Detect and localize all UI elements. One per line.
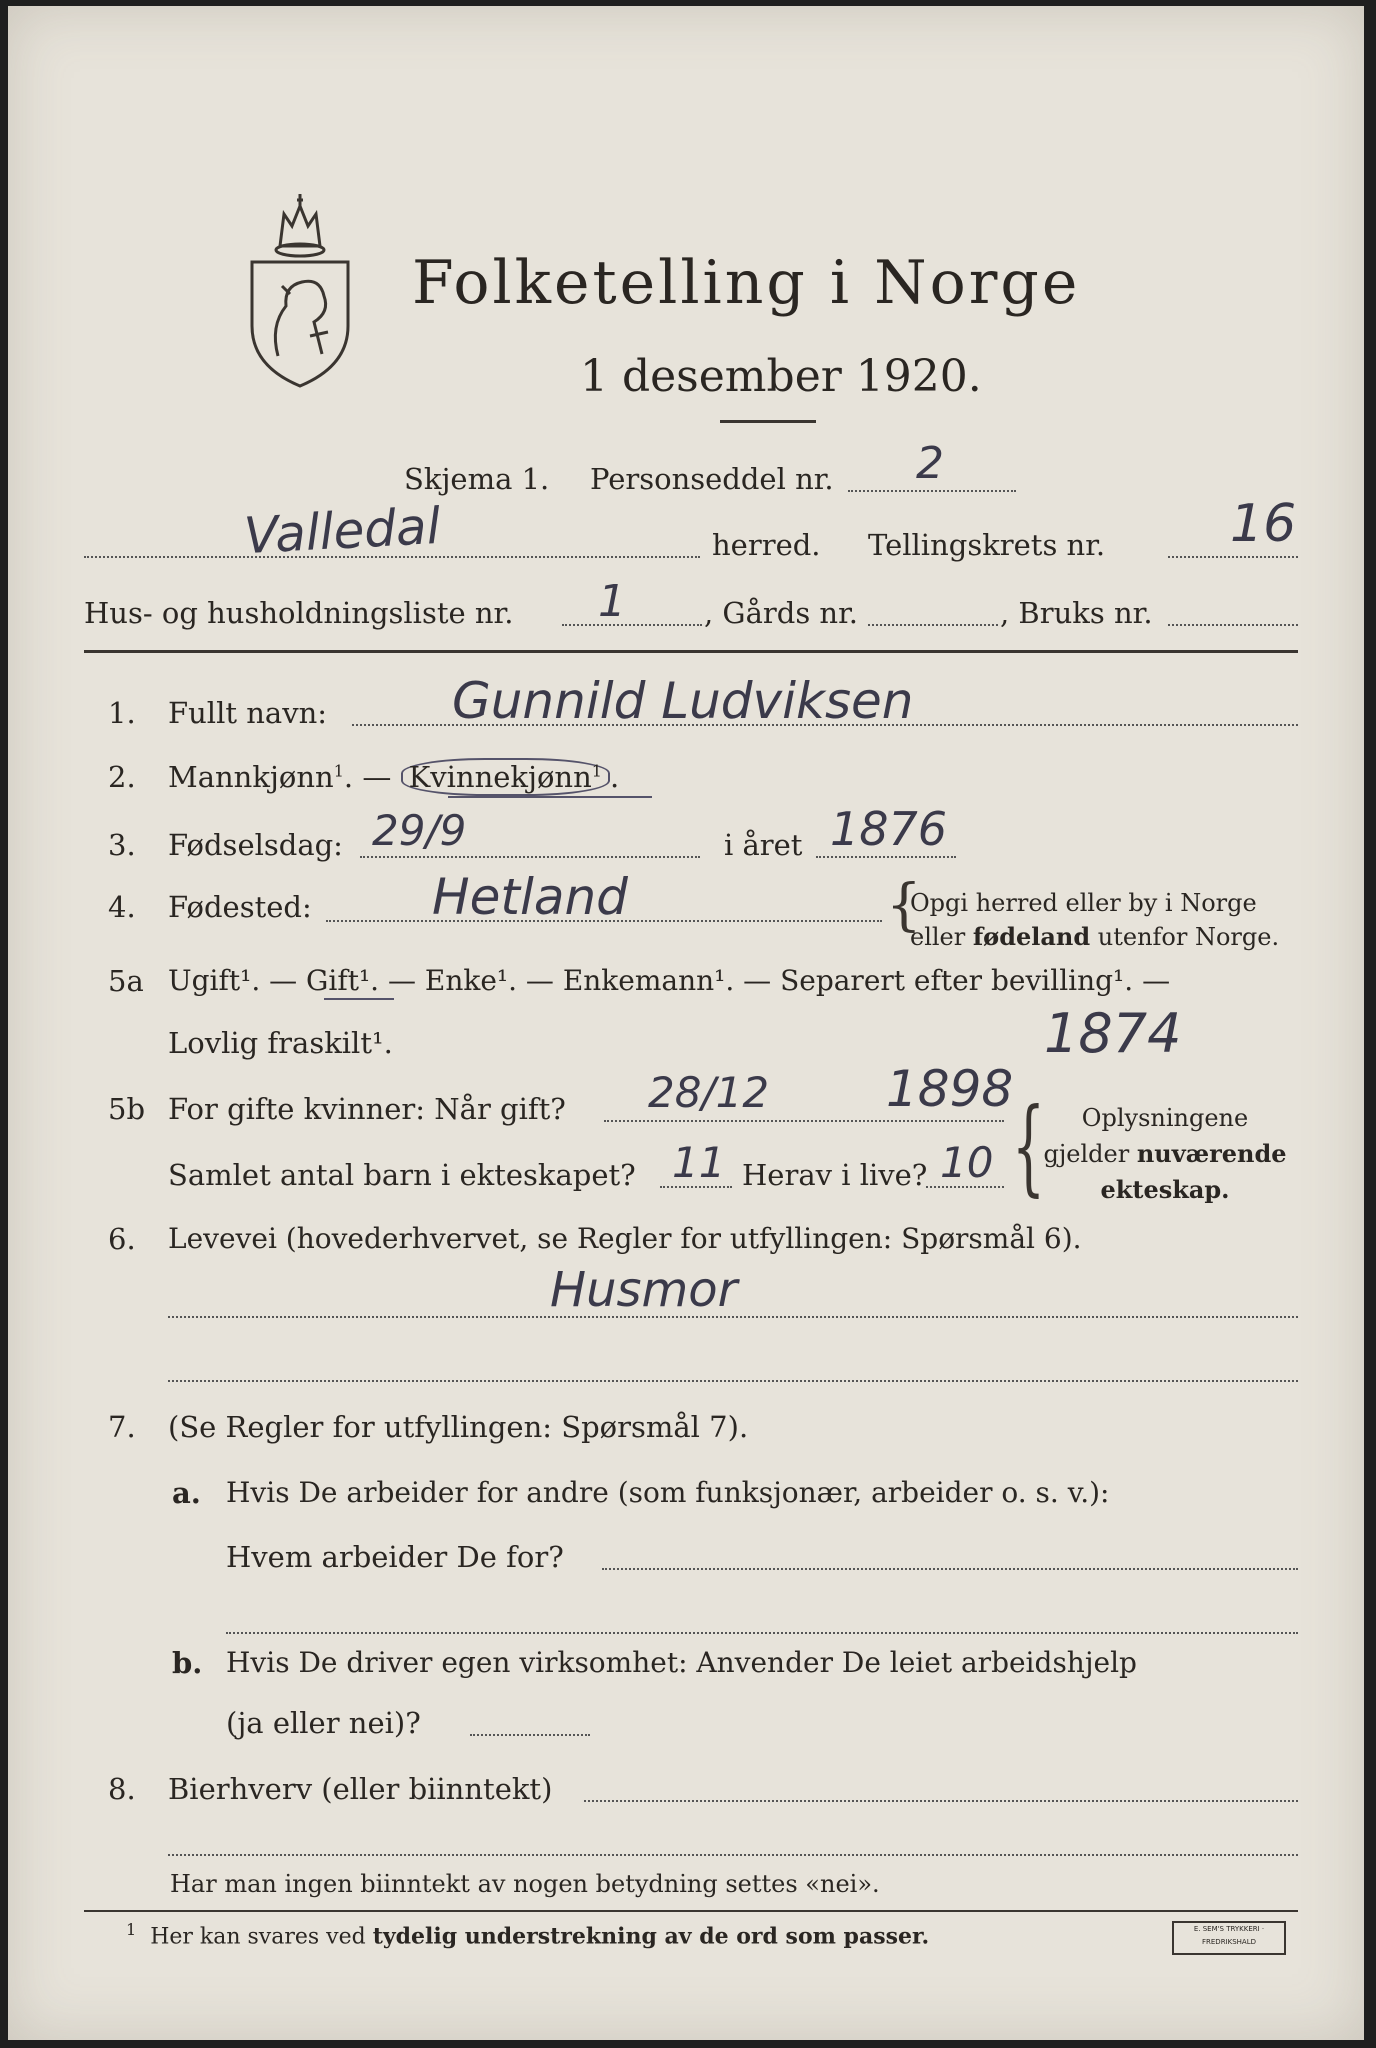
q6-line-2 xyxy=(168,1380,1298,1382)
tellingskrets-line xyxy=(1168,556,1298,558)
q4-brace: { xyxy=(886,873,922,938)
q7-number: 7. xyxy=(108,1410,136,1444)
printer-stamp: E. SEM'S TRYKKERI · FREDRIKSHALD xyxy=(1172,1921,1286,1955)
children-value[interactable]: 11 xyxy=(672,1138,726,1187)
q4-note: Opgi herred eller by i Norge eller fødeland utenfor Norge. xyxy=(910,889,1280,951)
q3-label: Fødselsdag: xyxy=(168,828,343,862)
gift-underline xyxy=(324,998,394,1000)
gender-option-male[interactable]: Mannkjønn xyxy=(168,760,334,794)
q7-label: (Se Regler for utfyllingen: Spørsmål 7). xyxy=(168,1410,749,1444)
tellingskrets-value[interactable]: 16 xyxy=(1230,494,1297,554)
footnote: $^1$ Her kan svares ved tydelig understrekning av de ord som passer. xyxy=(126,1920,930,1950)
q5a-line2[interactable]: Lovlig fraskilt¹. xyxy=(168,1026,393,1060)
birth-day-value[interactable]: 29/9 xyxy=(372,806,467,855)
q7b-line1: Hvis De driver egen virksomhet: Anvender De leiet arbeidshjelp xyxy=(226,1646,1137,1679)
q7a-answer-line-2[interactable] xyxy=(226,1632,1298,1634)
q6-number: 6. xyxy=(108,1222,136,1256)
bruks-label: , Bruks nr. xyxy=(1000,596,1153,630)
q3-number: 3. xyxy=(108,828,136,862)
q5b-children-label: Samlet antal barn i ekteskapet? xyxy=(168,1158,636,1192)
husliste-line xyxy=(562,624,702,626)
q7b-number: b. xyxy=(172,1646,203,1680)
q5b-brace: { xyxy=(1012,1085,1046,1207)
q5b-married-line xyxy=(604,1120,1004,1122)
marital-status-options[interactable]: Ugift¹. — Gift¹. — Enke¹. — Enkemann¹. — Separert efter bevilling¹. — xyxy=(168,964,1171,997)
q8-number: 8. xyxy=(108,1772,136,1806)
alive-value[interactable]: 10 xyxy=(940,1138,994,1187)
married-year-value[interactable]: 1898 xyxy=(886,1060,1014,1118)
personseddel-line xyxy=(848,490,1016,492)
husliste-value[interactable]: 1 xyxy=(598,576,626,627)
q4-label: Fødested: xyxy=(168,890,312,924)
q1-number: 1. xyxy=(108,696,136,730)
gards-label: , Gårds nr. xyxy=(704,596,858,630)
q3-year-label: i året xyxy=(724,828,803,862)
personseddel-label: Personseddel nr. xyxy=(590,462,834,496)
form-title: Folketelling i Norge xyxy=(412,248,1081,318)
q8-label: Bierhverv (eller biinntekt) xyxy=(168,1772,553,1806)
skjema-label: Skjema 1. xyxy=(404,462,550,496)
husliste-label: Hus- og husholdningsliste nr. xyxy=(84,596,514,630)
footnote-rule xyxy=(84,1910,1298,1912)
form-date: 1 desember 1920. xyxy=(580,351,982,402)
q2-gender: Mannkjønn$^1$. — Kvinnekjønn$^1$ . xyxy=(168,760,620,794)
female-underline xyxy=(448,796,652,798)
occupation-value[interactable]: Husmor xyxy=(550,1262,738,1318)
q5a-margin-note: 1874 xyxy=(1044,1002,1182,1065)
q4-number: 4. xyxy=(108,890,136,924)
title-divider xyxy=(720,420,816,423)
q5b-note: Oplysningene gjelder nuværende ekteskap. xyxy=(1043,1104,1287,1204)
full-name-value[interactable]: Gunnild Ludviksen xyxy=(452,672,914,730)
q7a-answer-line[interactable] xyxy=(602,1568,1298,1570)
herred-value[interactable]: Valledal xyxy=(242,496,442,566)
q7b-line2: (ja eller nei)? xyxy=(226,1706,421,1740)
gards-line xyxy=(868,624,998,626)
q8-answer-line[interactable] xyxy=(584,1800,1298,1802)
q3-day-line xyxy=(360,856,700,858)
q8-answer-line-2[interactable] xyxy=(168,1854,1298,1856)
q7a-line1: Hvis De arbeider for andre (som funksjonær, arbeider o. s. v.): xyxy=(226,1476,1110,1509)
q6-label: Levevei (hovederhvervet, se Regler for utfyllingen: Spørsmål 6). xyxy=(168,1222,1082,1255)
birthplace-value[interactable]: Hetland xyxy=(432,868,628,926)
tellingskrets-label: Tellingskrets nr. xyxy=(868,528,1106,562)
q5b-married-label: For gifte kvinner: Når gift? xyxy=(168,1092,566,1126)
herred-label: herred. xyxy=(712,528,821,562)
personseddel-value[interactable]: 2 xyxy=(916,438,944,489)
bruks-line xyxy=(1168,624,1298,626)
header-rule xyxy=(84,650,1298,653)
q3-year-line xyxy=(816,856,956,858)
birth-year-value[interactable]: 1876 xyxy=(830,802,948,856)
coat-of-arms-icon xyxy=(240,186,360,391)
q7b-answer-line[interactable] xyxy=(470,1734,590,1736)
q5a-number: 5a xyxy=(108,964,144,998)
gender-option-female[interactable]: Kvinnekjønn$^1$ xyxy=(401,758,610,796)
q1-label: Fullt navn: xyxy=(168,696,328,730)
q7a-line2: Hvem arbeider De for? xyxy=(226,1540,564,1574)
q5b-number: 5b xyxy=(108,1092,146,1126)
married-day-value[interactable]: 28/12 xyxy=(648,1068,770,1117)
q2-number: 2. xyxy=(108,760,136,794)
q8-note: Har man ingen biinntekt av nogen betydning settes «nei». xyxy=(170,1870,880,1898)
q5b-alive-label: Herav i live? xyxy=(742,1158,928,1192)
census-form-page xyxy=(8,6,1364,2040)
q7a-number: a. xyxy=(172,1476,201,1510)
